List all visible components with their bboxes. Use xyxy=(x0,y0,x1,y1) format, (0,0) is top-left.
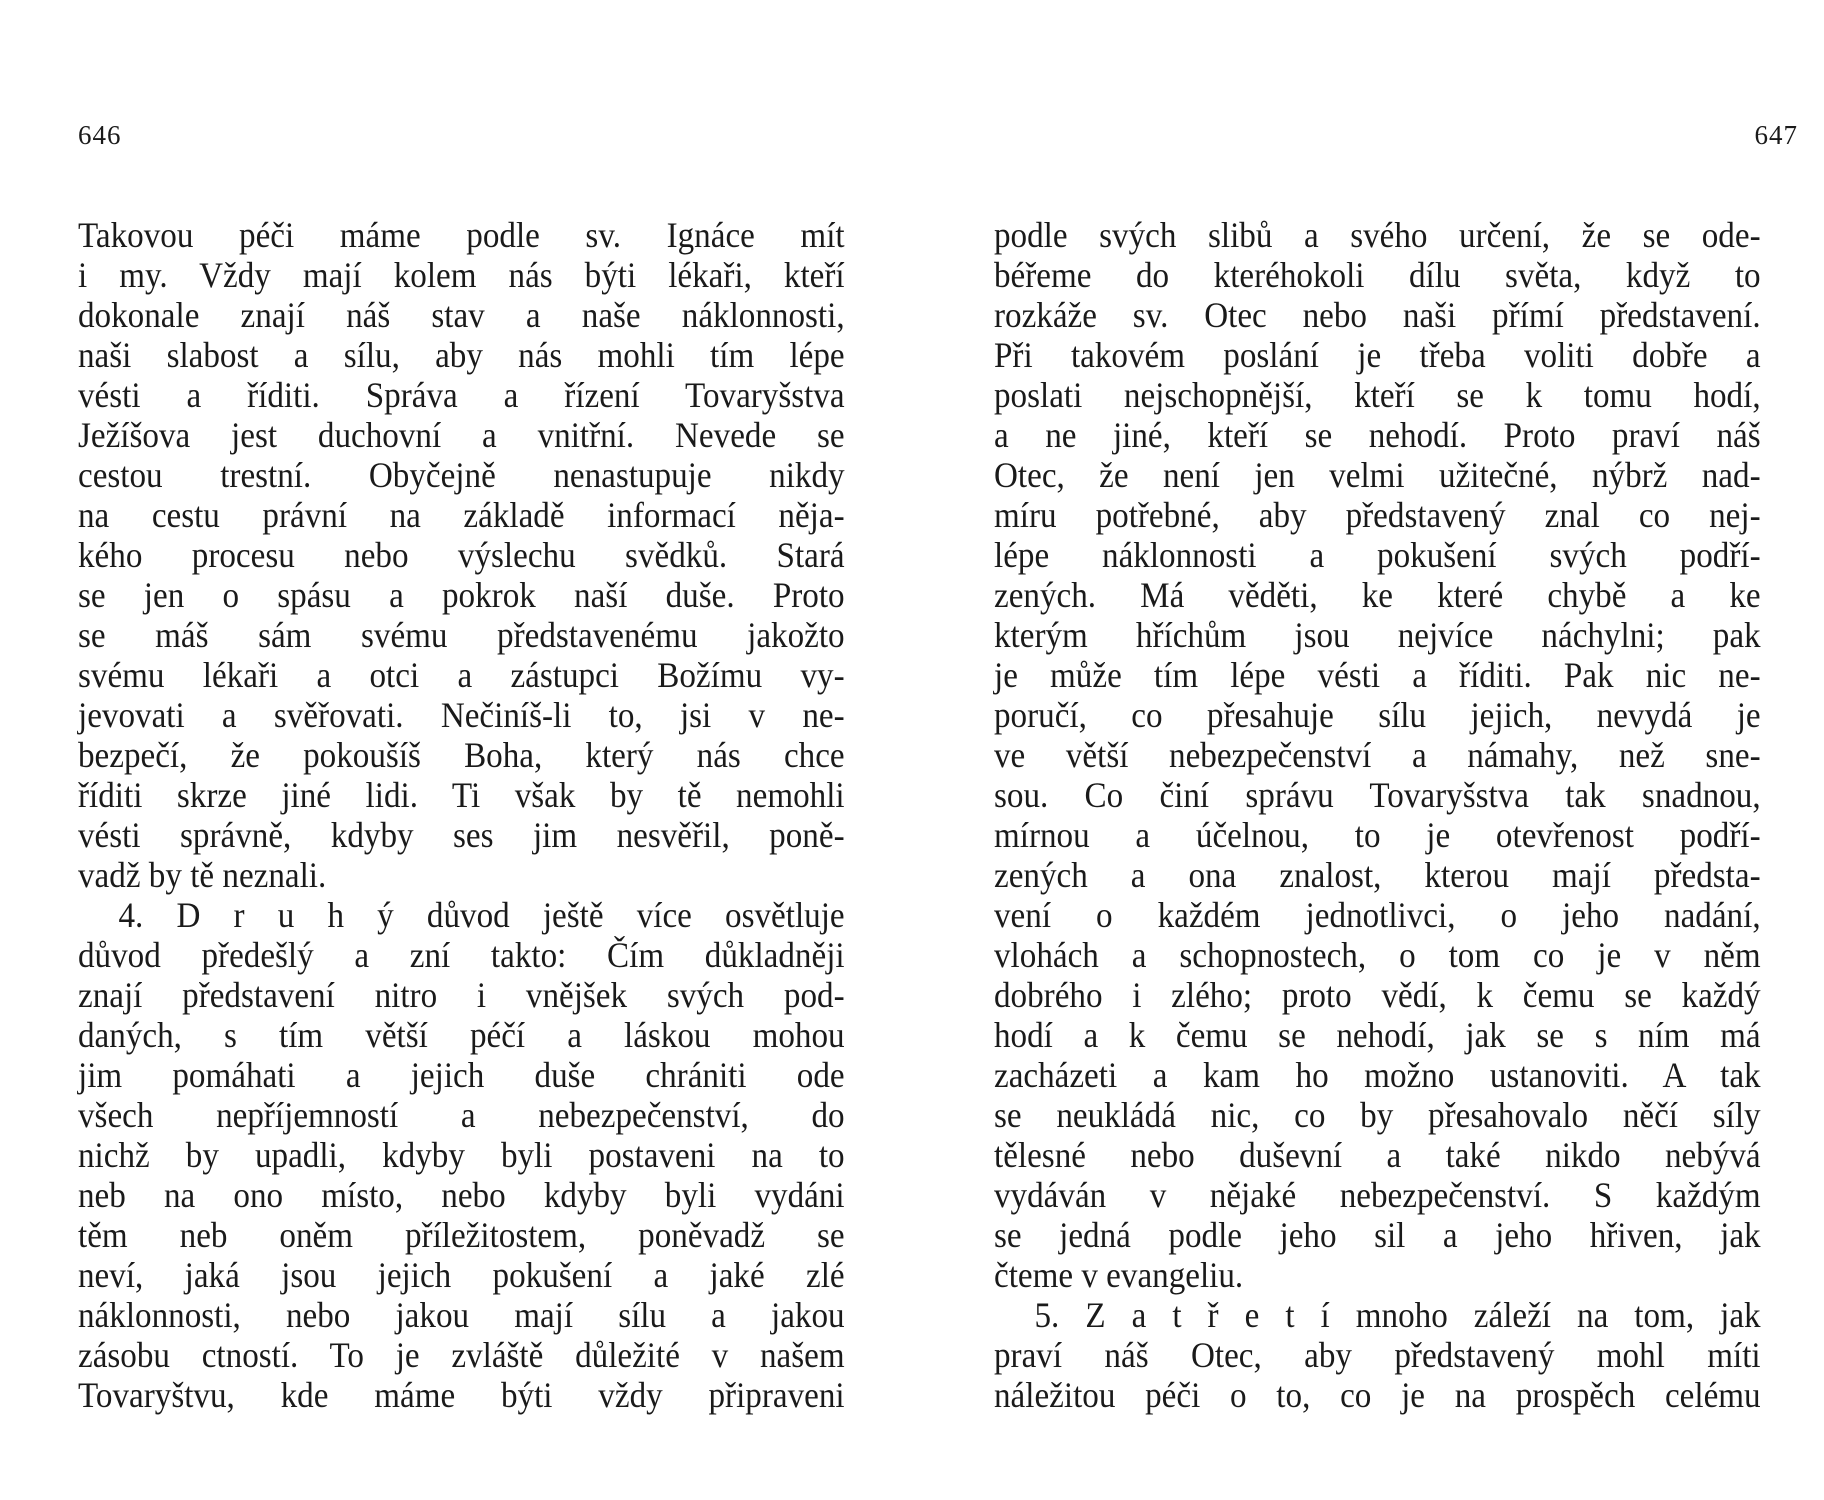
text-line: vlohách a schopnostech, o tom co je v něm xyxy=(994,935,1761,975)
text-line: zacházeti a kam ho možno ustanoviti. A tak xyxy=(994,1055,1761,1095)
text-line: Při takovém poslání je třeba voliti dobře a xyxy=(994,335,1761,375)
page-number-right: 647 xyxy=(1754,120,1798,150)
text-line: tělesné nebo duševní a také nikdo nebývá xyxy=(994,1135,1761,1175)
text-line: náležitou péči o to, co je na prospěch celému xyxy=(994,1375,1761,1415)
text-line: na cestu právní na základě informací něja- xyxy=(78,495,845,535)
left-page-text xyxy=(78,215,846,1415)
text-line: říditi skrze jiné lidi. Ti však by tě nemohli xyxy=(78,775,845,815)
text-line: neb na ono místo, nebo kdyby byli vydáni xyxy=(78,1175,845,1215)
text-line: podle svých slibů a svého určení, že se ode- xyxy=(994,215,1761,255)
text-line: vésti a říditi. Správa a řízení Tovaryšstva xyxy=(78,375,845,415)
text-line: neví, jaká jsou jejich pokušení a jaké zlé xyxy=(78,1255,845,1295)
paragraph-start-line: 5. Z a t ř e t í mnoho záleží na tom, jak xyxy=(1034,1295,1761,1335)
text-line: míru potřebné, aby představený znal co nej- xyxy=(994,495,1761,535)
text-line: se jedná podle jeho sil a jeho hřiven, jak xyxy=(994,1215,1761,1255)
text-line: všech nepříjemností a nebezpečenství, do xyxy=(78,1095,845,1135)
text-line: rozkáže sv. Otec nebo naši přímí představení. xyxy=(994,295,1761,335)
text-line: jevovati a svěřovati. Nečiníš-li to, jsi v ne- xyxy=(78,695,845,735)
text-line: a ne jiné, kteří se nehodí. Proto praví náš xyxy=(994,415,1761,455)
text-line: Takovou péči máme podle sv. Ignáce mít xyxy=(78,215,845,255)
text-line: sou. Co činí správu Tovaryšstva tak snadnou, xyxy=(994,775,1761,815)
text-line: dobrého i zlého; proto vědí, k čemu se každý xyxy=(994,975,1761,1015)
text-line: hodí a k čemu se nehodí, jak se s ním má xyxy=(994,1015,1761,1055)
right-page-text xyxy=(994,215,1762,1415)
text-line: se neukládá nic, co by přesahovalo něčí síly xyxy=(994,1095,1761,1135)
paragraph-start-line: 4. D r u h ý důvod ještě více osvětluje xyxy=(118,895,845,935)
page-number-left: 646 xyxy=(78,120,122,150)
text-line: cestou trestní. Obyčejně nenastupuje nikdy xyxy=(78,455,845,495)
text-line: poslati nejschopnější, kteří se k tomu hodí, xyxy=(994,375,1761,415)
text-line: zených a ona znalost, kterou mají předsta- xyxy=(994,855,1761,895)
text-line: Tovaryštvu, kde máme býti vždy připraveni xyxy=(78,1375,845,1415)
text-line: ve větší nebezpečenství a námahy, než sne- xyxy=(994,735,1761,775)
text-line: lépe náklonnosti a pokušení svých podří- xyxy=(994,535,1761,575)
text-line: béřeme do kteréhokoli dílu světa, když to xyxy=(994,255,1761,295)
text-line: vydáván v nějaké nebezpečenství. S každým xyxy=(994,1175,1761,1215)
text-line: mírnou a účelnou, to je otevřenost podří- xyxy=(994,815,1761,855)
text-line: praví náš Otec, aby představený mohl míti xyxy=(994,1335,1761,1375)
text-line: se jen o spásu a pokrok naší duše. Proto xyxy=(78,575,845,615)
text-line: náklonnosti, nebo jakou mají sílu a jakou xyxy=(78,1295,845,1335)
text-line: bezpečí, že pokoušíš Boha, který nás chce xyxy=(78,735,845,775)
text-line: daných, s tím větší péčí a láskou mohou xyxy=(78,1015,845,1055)
text-line: se máš sám svému představenému jakožto xyxy=(78,615,845,655)
text-line: kého procesu nebo výslechu svědků. Stará xyxy=(78,535,845,575)
text-line: Ježíšova jest duchovní a vnitřní. Nevede se xyxy=(78,415,845,455)
text-line: naši slabost a sílu, aby nás mohli tím lépe xyxy=(78,335,845,375)
text-line: Otec, že není jen velmi užitečné, nýbrž nad- xyxy=(994,455,1761,495)
text-line: zásobu ctností. To je zvláště důležité v našem xyxy=(78,1335,845,1375)
text-line: svému lékaři a otci a zástupci Božímu vy- xyxy=(78,655,845,695)
text-line: těm neb oněm příležitostem, poněvadž se xyxy=(78,1215,845,1255)
text-line: i my. Vždy mají kolem nás býti lékaři, kteří xyxy=(78,255,845,295)
text-line: dokonale znají náš stav a naše náklonnosti, xyxy=(78,295,845,335)
text-line: důvod předešlý a zní takto: Čím důkladněji xyxy=(78,935,845,975)
text-line: znají představení nitro i vnějšek svých pod- xyxy=(78,975,845,1015)
paragraph-end-line: vadž by tě neznali. xyxy=(78,855,327,895)
paragraph-end-line: čteme v evangeliu. xyxy=(994,1255,1244,1295)
text-line: zených. Má věděti, ke které chybě a ke xyxy=(994,575,1761,615)
text-line: nichž by upadli, kdyby byli postaveni na to xyxy=(78,1135,845,1175)
text-line: vení o každém jednotlivci, o jeho nadání, xyxy=(994,895,1761,935)
text-line: kterým hříchům jsou nejvíce náchylni; pak xyxy=(994,615,1761,655)
text-line: je může tím lépe vésti a říditi. Pak nic ne- xyxy=(994,655,1761,695)
text-line: vésti správně, kdyby ses jim nesvěřil, poně- xyxy=(78,815,845,855)
text-line: jim pomáhati a jejich duše chrániti ode xyxy=(78,1055,845,1095)
text-line: poručí, co přesahuje sílu jejich, nevydá je xyxy=(994,695,1761,735)
